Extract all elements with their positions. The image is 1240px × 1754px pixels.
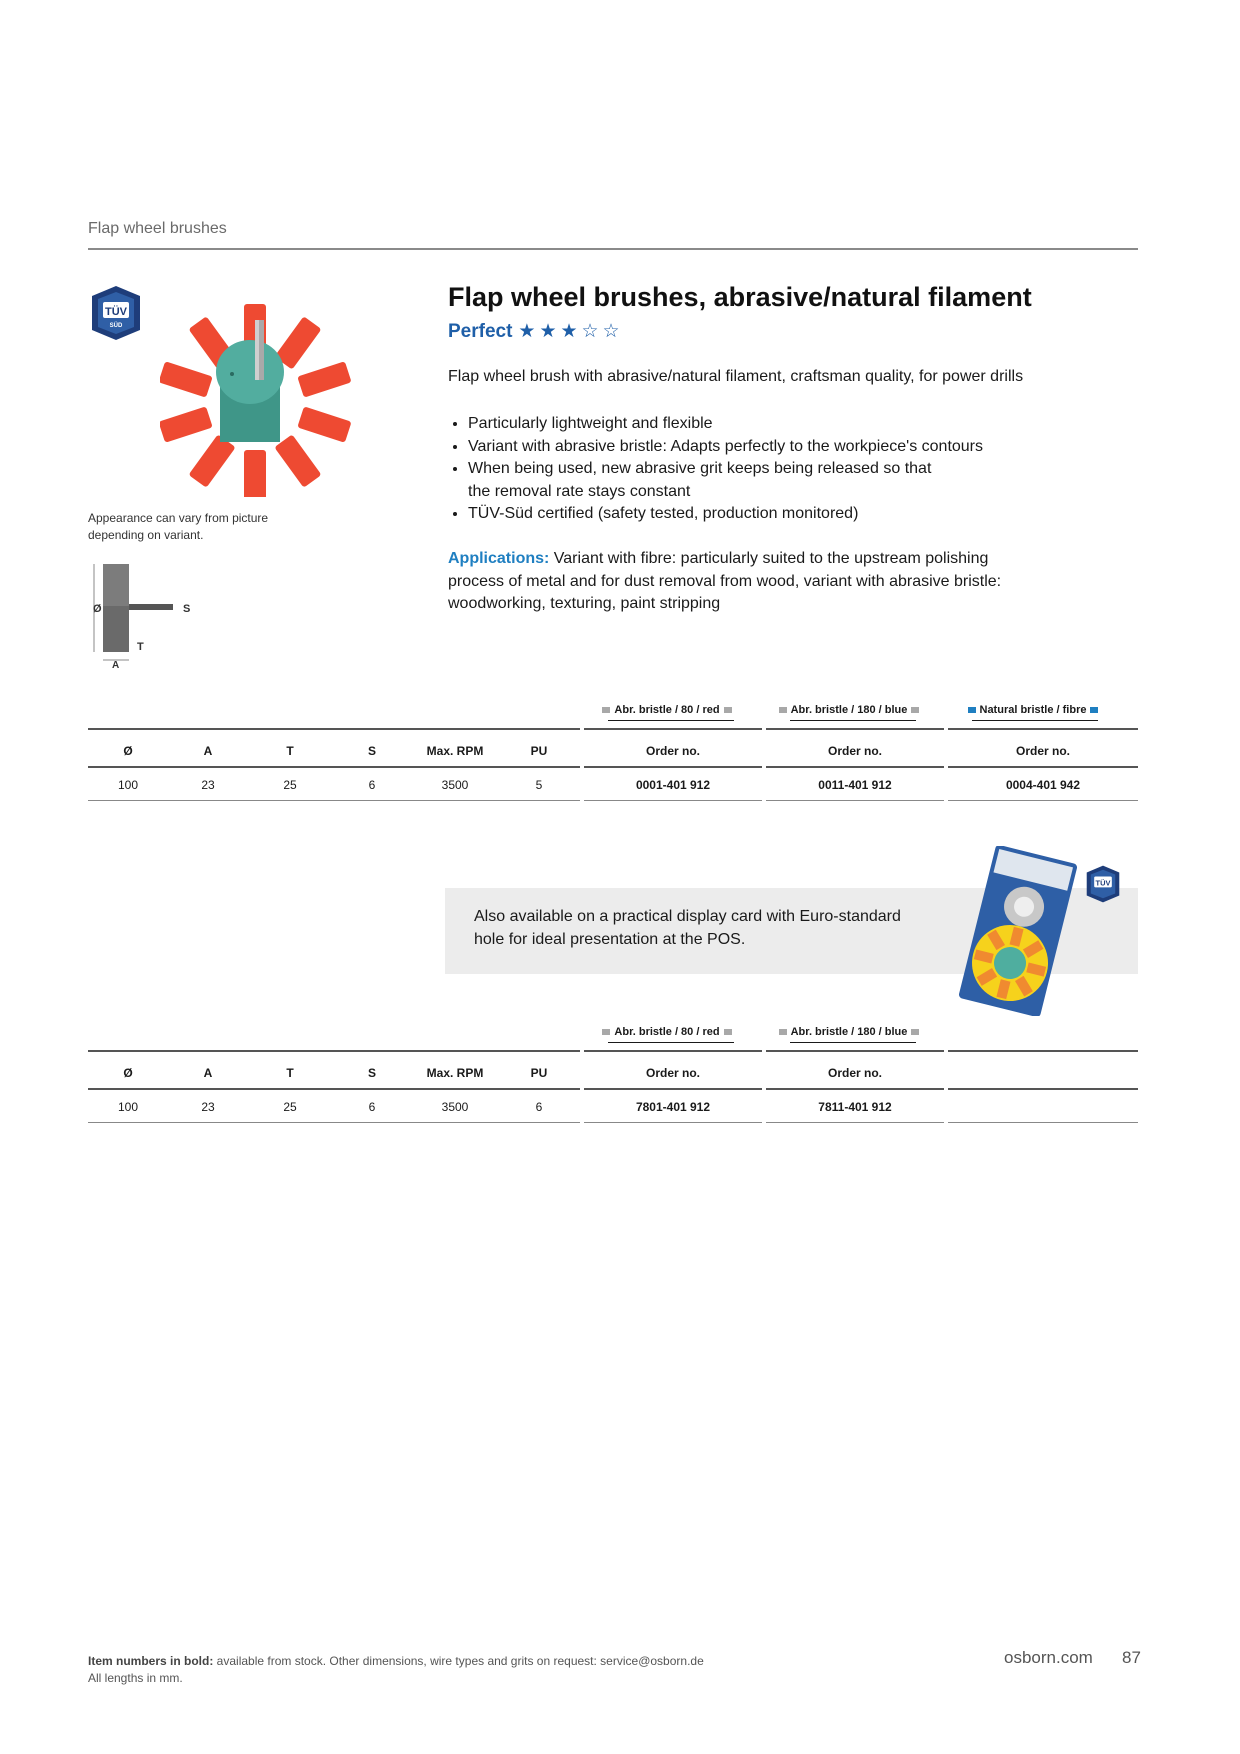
cell-diameter: 100 bbox=[117, 1100, 139, 1114]
col-header-diameter: Ø bbox=[123, 744, 133, 758]
col-header-s: S bbox=[367, 1066, 376, 1080]
cell-order-no: 7811-401 912 bbox=[818, 1100, 892, 1114]
badge-sub: SÜD bbox=[109, 323, 123, 329]
col-header-max-rpm: Max. RPM bbox=[426, 1066, 484, 1080]
cell-order-no: 0011-401 912 bbox=[818, 778, 892, 792]
col-header-order-no: Order no. bbox=[827, 744, 882, 758]
cell-order-no: 0001-401 912 bbox=[635, 778, 711, 792]
col-header-order-no: Order no. bbox=[1015, 744, 1070, 758]
applications bbox=[448, 548, 1008, 616]
category-abr-180-blue: Abr. bristle / 180 / blue bbox=[764, 704, 934, 716]
diagram-s: S bbox=[183, 603, 191, 615]
applications-label: Applications: bbox=[448, 550, 550, 567]
cell-t: 25 bbox=[283, 778, 297, 792]
product-intro: Flap wheel brush with abrasive/natural filament, craftsman quality, for power drills bbox=[448, 368, 1024, 385]
cell-pu: 5 bbox=[535, 778, 543, 792]
tuv-badge-small-icon bbox=[1084, 864, 1122, 904]
display-card-image bbox=[958, 846, 1078, 1016]
col-header-order-no: Order no. bbox=[645, 1066, 700, 1080]
category-abr-180-blue: Abr. bristle / 180 / blue bbox=[764, 1026, 934, 1038]
cell-order-no: 0004-401 942 bbox=[1005, 778, 1081, 792]
display-card-text: Also available on a practical display card with Euro-standard hole for ideal presentation at the POS. bbox=[474, 908, 901, 948]
footer-site: osborn.com bbox=[1004, 1648, 1093, 1667]
cell-max-rpm: 3500 bbox=[441, 778, 469, 792]
col-header-order-no: Order no. bbox=[645, 744, 700, 758]
feature-item: • Variant with abrasive bristle: Adapts perfectly to the workpiece's contours bbox=[468, 436, 1108, 459]
cell-diameter: 100 bbox=[117, 778, 139, 792]
diagram-t: T bbox=[137, 641, 144, 653]
col-header-diameter: Ø bbox=[123, 1066, 133, 1080]
col-header-s: S bbox=[367, 744, 376, 758]
tuv-badge-icon bbox=[88, 284, 144, 342]
footer-units: All lengths in mm. bbox=[88, 1671, 183, 1685]
product-image bbox=[160, 302, 360, 497]
col-header-t: T bbox=[286, 1066, 294, 1080]
badge-brand: TÜV bbox=[1095, 878, 1111, 888]
diagram-a: A bbox=[112, 660, 120, 670]
col-header-a: A bbox=[203, 744, 213, 758]
cell-a: 23 bbox=[201, 1100, 215, 1114]
feature-item: • When being used, new abrasive grit keeps being released so that the removal rate stays constant bbox=[468, 458, 938, 503]
section-label: Flap wheel brushes bbox=[88, 220, 227, 237]
category-abr-80-red: Abr. bristle / 80 / red bbox=[582, 1026, 752, 1038]
image-caption: Appearance can vary from picture depending on variant. bbox=[88, 511, 269, 542]
dimension-diagram bbox=[88, 560, 198, 670]
footer-note: Item numbers in bold: available from stock. Other dimensions, wire types and grits on request: service@osborn.de bbox=[88, 1654, 704, 1668]
cell-pu: 6 bbox=[535, 1100, 543, 1114]
category-natural-fibre: Natural bristle / fibre bbox=[948, 704, 1118, 716]
col-header-a: A bbox=[203, 1066, 213, 1080]
cell-order-no: 7801-401 912 bbox=[635, 1100, 711, 1114]
cell-t: 25 bbox=[283, 1100, 297, 1114]
col-header-pu: PU bbox=[530, 1066, 548, 1080]
cell-a: 23 bbox=[201, 778, 215, 792]
feature-list bbox=[448, 413, 1108, 526]
cell-max-rpm: 3500 bbox=[441, 1100, 469, 1114]
header-rule bbox=[88, 248, 1138, 250]
feature-item: • Particularly lightweight and flexible bbox=[468, 413, 1108, 436]
product-title: Flap wheel brushes, abrasive/natural filament bbox=[448, 282, 1032, 312]
cell-s: 6 bbox=[368, 1100, 376, 1114]
feature-item: • TÜV-Süd certified (safety tested, production monitored) bbox=[468, 503, 1108, 526]
quality-label: Perfect bbox=[448, 321, 513, 342]
col-header-max-rpm: Max. RPM bbox=[426, 744, 484, 758]
diagram-d: Ø bbox=[93, 603, 102, 615]
page-number: 87 bbox=[1122, 1648, 1141, 1667]
star-rating-icon: ★★★☆☆ bbox=[518, 321, 624, 342]
badge-brand: TÜV bbox=[105, 306, 127, 318]
cell-s: 6 bbox=[368, 778, 376, 792]
applications-text: Variant with fibre: particularly suited to the upstream polishing process of metal and for dust removal from wood, variant with abrasive bristle: woodworking, texturing, paint stripping bbox=[448, 550, 1002, 612]
col-header-order-no: Order no. bbox=[827, 1066, 882, 1080]
col-header-pu: PU bbox=[530, 744, 548, 758]
quality-rating bbox=[448, 320, 624, 343]
category-abr-80-red: Abr. bristle / 80 / red bbox=[582, 704, 752, 716]
col-header-t: T bbox=[286, 744, 294, 758]
